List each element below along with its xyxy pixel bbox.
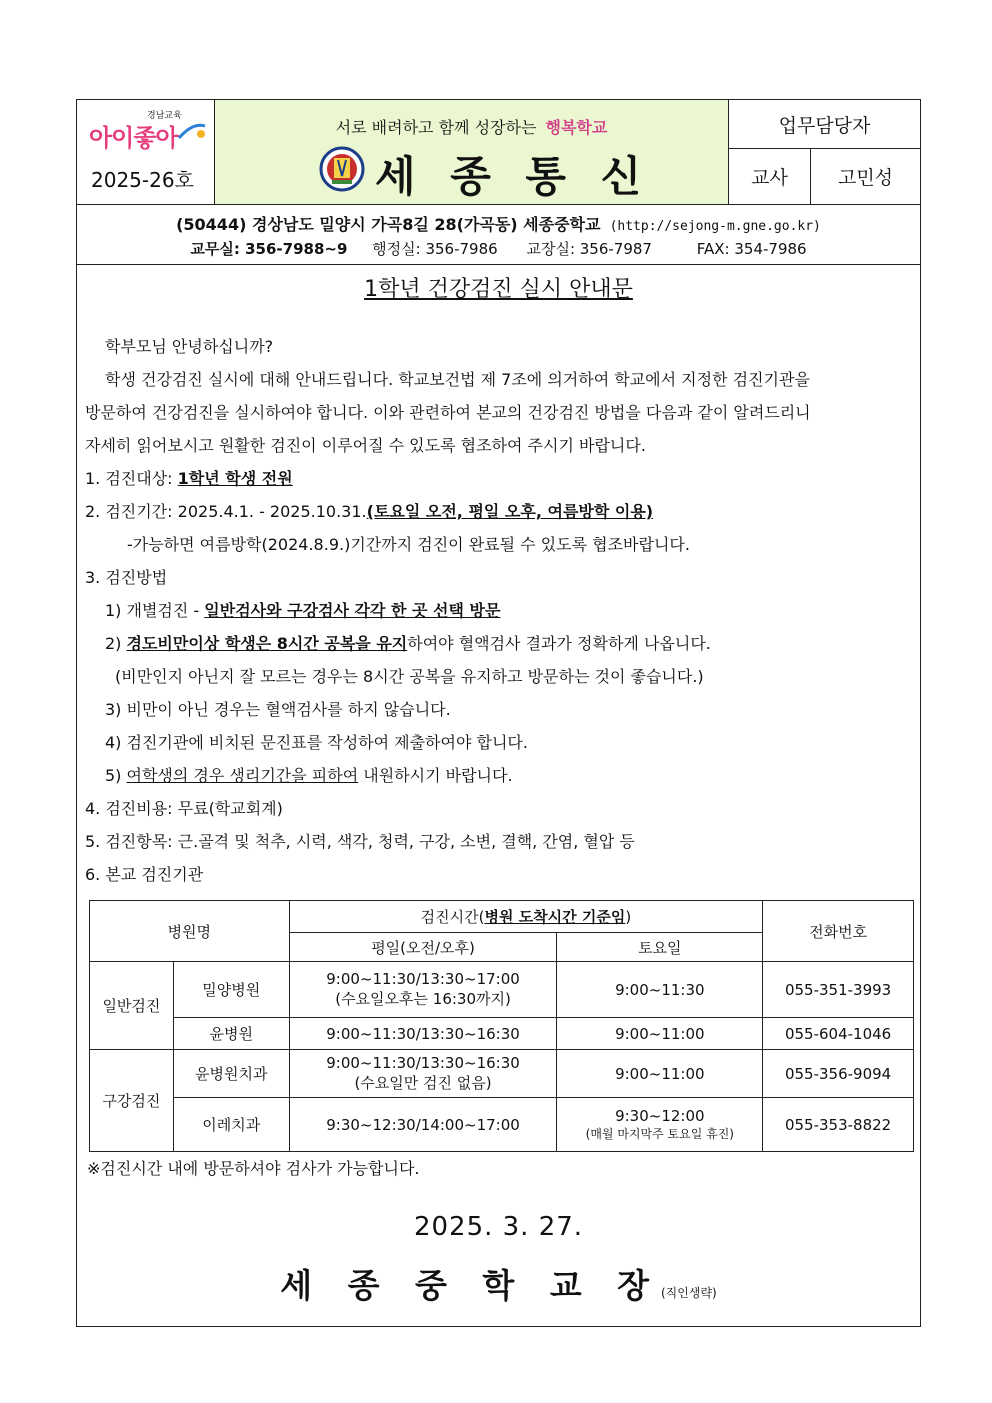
staff-label: 업무담당자 bbox=[729, 100, 920, 149]
saturday-hours: 9:00~11:30 bbox=[557, 962, 763, 1018]
item-period-value: (토요일 오전, 평일 오후, 여름방학 이용) bbox=[366, 502, 654, 521]
table-row bbox=[90, 962, 914, 1018]
hospital-name: 윤병원치과 bbox=[173, 1050, 289, 1098]
admin-phone: 행정실: 356-7986 bbox=[372, 240, 498, 258]
item-target-value: 1학년 학생 전원 bbox=[177, 469, 293, 488]
schedule-footnote: ※검진시간 내에 방문하셔야 검사가 가능합니다. bbox=[87, 1159, 420, 1178]
logo-cell bbox=[77, 100, 215, 204]
header-time-bold: 병원 도착시간 기준임 bbox=[484, 908, 626, 926]
saturday-note: (매월 마지막주 토요일 휴진) bbox=[585, 1127, 734, 1141]
method-2-suffix: 하여야 혈액검사 결과가 정확하게 나옵니다. bbox=[407, 634, 711, 653]
newsletter-frame bbox=[76, 99, 921, 1327]
item-method: 3. 검진방법 bbox=[85, 568, 168, 587]
weekday-time: 9:00~11:30/13:30~16:30 bbox=[326, 1054, 520, 1072]
table-row bbox=[90, 1098, 914, 1152]
item-target bbox=[85, 466, 293, 489]
weekday-note: (수요일만 검진 없음) bbox=[354, 1074, 492, 1092]
item-target-label: 1. 검진대상: bbox=[85, 469, 178, 488]
header-time bbox=[289, 901, 763, 933]
weekday-hours bbox=[289, 1050, 557, 1098]
item-period-note: -가능하면 여름방학(2024.8.9.)기간까지 검진이 완료될 수 있도록 협조바랍니다. bbox=[127, 535, 690, 554]
header-phone: 전화번호 bbox=[763, 901, 914, 962]
saturday-hours: 9:00~11:00 bbox=[557, 1018, 763, 1050]
newsletter-header bbox=[77, 100, 920, 204]
method-5-suffix: 내원하시기 바랍니다. bbox=[358, 766, 513, 785]
school-emblem-icon bbox=[319, 144, 365, 194]
logo: 아이좋아 bbox=[89, 124, 178, 152]
saturday-hours: 9:00~11:00 bbox=[557, 1050, 763, 1098]
weekday-time: 9:00~11:30/13:30~17:00 bbox=[326, 970, 520, 988]
method-2-value: 경도비만이상 학생은 8시간 공복을 유지 bbox=[126, 634, 408, 653]
item-institutions: 6. 본교 검진기관 bbox=[85, 865, 204, 884]
method-5-prefix: 5) bbox=[105, 766, 127, 785]
header-saturday: 토요일 bbox=[557, 933, 763, 962]
header-time-suffix: ) bbox=[625, 908, 632, 926]
address-line bbox=[77, 212, 920, 235]
item-period bbox=[85, 499, 653, 522]
method-5 bbox=[105, 763, 513, 786]
method-2-note: (비만인지 아닌지 잘 모르는 경우는 8시간 공복을 유지하고 방문하는 것이 좋습니다.) bbox=[115, 667, 704, 686]
staff-name: 고민성 bbox=[837, 167, 894, 189]
method-2-prefix: 2) bbox=[105, 634, 127, 653]
method-1 bbox=[105, 598, 500, 621]
weekday-hours: 9:00~11:30/13:30~16:30 bbox=[289, 1018, 557, 1050]
method-1-prefix: 1) 개별검진 - bbox=[105, 601, 205, 620]
motto-highlight: 행복학교 bbox=[545, 118, 608, 137]
group-dental: 구강검진 bbox=[90, 1050, 174, 1152]
signer-title: 세 종 중 학 교 장 bbox=[280, 1266, 661, 1305]
school-url: (http://sejong-m.gne.go.kr) bbox=[609, 219, 821, 234]
page-title: 1학년 건강검진 실시 안내문 bbox=[364, 277, 633, 302]
title-cell bbox=[215, 100, 729, 204]
greeting: 학부모님 안녕하십니까? bbox=[105, 337, 274, 356]
address-text: (50444) 경상남도 밀양시 가곡8길 28(가곡동) 세종중학교 bbox=[176, 215, 601, 234]
header-hospital: 병원명 bbox=[90, 901, 290, 962]
saturday-time: 9:30~12:00 bbox=[615, 1107, 705, 1125]
item-cost: 4. 검진비용: 무료(학교회계) bbox=[85, 799, 283, 818]
fax-number: FAX: 354-7986 bbox=[696, 240, 807, 258]
schedule-table bbox=[89, 900, 914, 1152]
intro-line-1: 학생 건강검진 실시에 대해 안내드립니다. 학교보건법 제 7조에 의거하여 학교에서 지정한 검진기관을 bbox=[105, 370, 810, 389]
method-5-value: 여학생의 경우 생리기간을 피하여 bbox=[126, 766, 359, 785]
principal-signature bbox=[77, 1260, 920, 1307]
hospital-name: 이레치과 bbox=[173, 1098, 289, 1152]
logo-small-text: 경남교육 bbox=[147, 111, 182, 121]
newsletter-title: 세 종 통 신 bbox=[375, 152, 652, 201]
method-4: 4) 검진기관에 비치된 문진표를 작성하여 제출하여야 합니다. bbox=[105, 733, 528, 752]
issue-number: 2025-26호 bbox=[91, 168, 194, 192]
table-row bbox=[90, 1018, 914, 1050]
item-tests: 5. 검진항목: 근.골격 및 척추, 시력, 색각, 청력, 구강, 소변, 결핵, 간염, 혈압 등 bbox=[85, 832, 635, 851]
motto-prefix: 서로 배려하고 함께 성장하는 bbox=[335, 118, 537, 137]
header-time-prefix: 검진시간( bbox=[420, 908, 485, 926]
group-general: 일반검진 bbox=[90, 962, 174, 1050]
intro-line-3: 자세히 읽어보시고 원활한 검진이 이루어질 수 있도록 협조하여 주시기 바랍니다. bbox=[85, 436, 646, 455]
weekday-note: (수요일오후는 16:30까지) bbox=[335, 990, 511, 1008]
logo-swoosh-icon bbox=[177, 120, 207, 142]
principal-phone: 교장실: 356-7987 bbox=[526, 240, 652, 258]
phone-number: 055-353-8822 bbox=[763, 1098, 914, 1152]
item-period-label: 2. 검진기간: 2025.4.1. - 2025.10.31. bbox=[85, 502, 367, 521]
phone-number: 055-604-1046 bbox=[763, 1018, 914, 1050]
intro-line-2: 방문하여 건강검진을 실시하여야 합니다. 이와 관련하여 본교의 건강검진 방법을 다음과 같이 알려드리니 bbox=[85, 403, 811, 422]
hospital-name: 밀양병원 bbox=[173, 962, 289, 1018]
hospital-name: 윤병원 bbox=[173, 1018, 289, 1050]
staff-role: 교사 bbox=[729, 149, 811, 204]
office-phone: 교무실: 356-7988~9 bbox=[190, 240, 348, 258]
phone-number: 055-356-9094 bbox=[763, 1050, 914, 1098]
school-motto bbox=[215, 115, 728, 138]
issue-date: 2025. 3. 27. bbox=[413, 1212, 584, 1242]
method-3: 3) 비만이 아닌 경우는 혈액검사를 하지 않습니다. bbox=[105, 700, 451, 719]
header-weekday: 평일(오전/오후) bbox=[289, 933, 557, 962]
weekday-hours bbox=[289, 962, 557, 1018]
table-row bbox=[90, 1050, 914, 1098]
weekday-hours: 9:30~12:30/14:00~17:00 bbox=[289, 1098, 557, 1152]
phone-number: 055-351-3993 bbox=[763, 962, 914, 1018]
contact-line bbox=[77, 238, 920, 259]
method-1-value: 일반검사와 구강검사 각각 한 곳 선택 방문 bbox=[204, 601, 501, 620]
method-2 bbox=[105, 631, 711, 654]
saturday-hours bbox=[557, 1098, 763, 1152]
seal-note: (직인생략) bbox=[660, 1286, 717, 1300]
school-address bbox=[77, 204, 920, 265]
